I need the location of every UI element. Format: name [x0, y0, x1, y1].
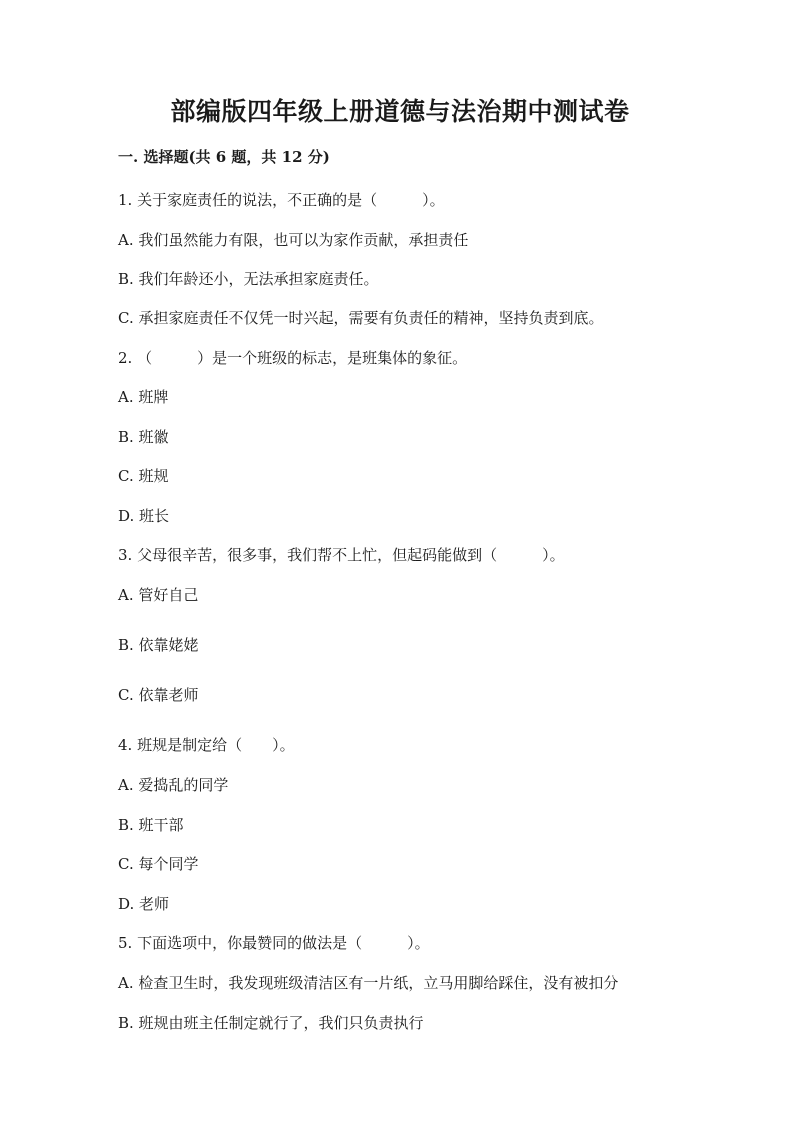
question-3-option-b: B. 依靠姥姥: [118, 636, 199, 654]
question-2: 2. （ ）是一个班级的标志，是班集体的象征。: [118, 349, 468, 367]
question-2-option-c: C. 班规: [118, 467, 169, 485]
question-4-option-b: B. 班干部: [118, 816, 184, 834]
question-3-option-c: C. 依靠老师: [118, 686, 199, 704]
question-5-option-a: A. 检查卫生时，我发现班级清洁区有一片纸，立马用脚给踩住，没有被扣分: [118, 974, 619, 992]
section-heading: 一. 选择题(共 6 题，共 12 分): [118, 148, 330, 166]
question-1-option-c: C. 承担家庭责任不仅凭一时兴起，需要有负责任的精神，坚持负责到底。: [118, 309, 604, 327]
question-2-option-a: A. 班牌: [118, 388, 169, 406]
question-4: 4. 班规是制定给（ ）。: [118, 736, 295, 754]
question-1: 1. 关于家庭责任的说法，不正确的是（ ）。: [118, 191, 445, 209]
question-3-option-a: A. 管好自己: [118, 586, 199, 604]
question-3: 3. 父母很辛苦，很多事，我们帮不上忙，但起码能做到（ ）。: [118, 546, 565, 564]
page-title: 部编版四年级上册道德与法治期中测试卷: [170, 97, 630, 126]
question-1-option-b: B. 我们年龄还小，无法承担家庭责任。: [118, 270, 379, 288]
question-5-option-b: B. 班规由班主任制定就行了，我们只负责执行: [118, 1014, 424, 1032]
question-2-option-b: B. 班徽: [118, 428, 169, 446]
question-4-option-d: D. 老师: [118, 895, 170, 913]
question-2-option-d: D. 班长: [118, 507, 170, 525]
question-5: 5. 下面选项中，你最赞同的做法是（ ）。: [118, 934, 430, 952]
question-1-option-a: A. 我们虽然能力有限，也可以为家作贡献，承担责任: [118, 231, 469, 249]
question-4-option-a: A. 爱捣乱的同学: [118, 776, 229, 794]
question-4-option-c: C. 每个同学: [118, 855, 199, 873]
